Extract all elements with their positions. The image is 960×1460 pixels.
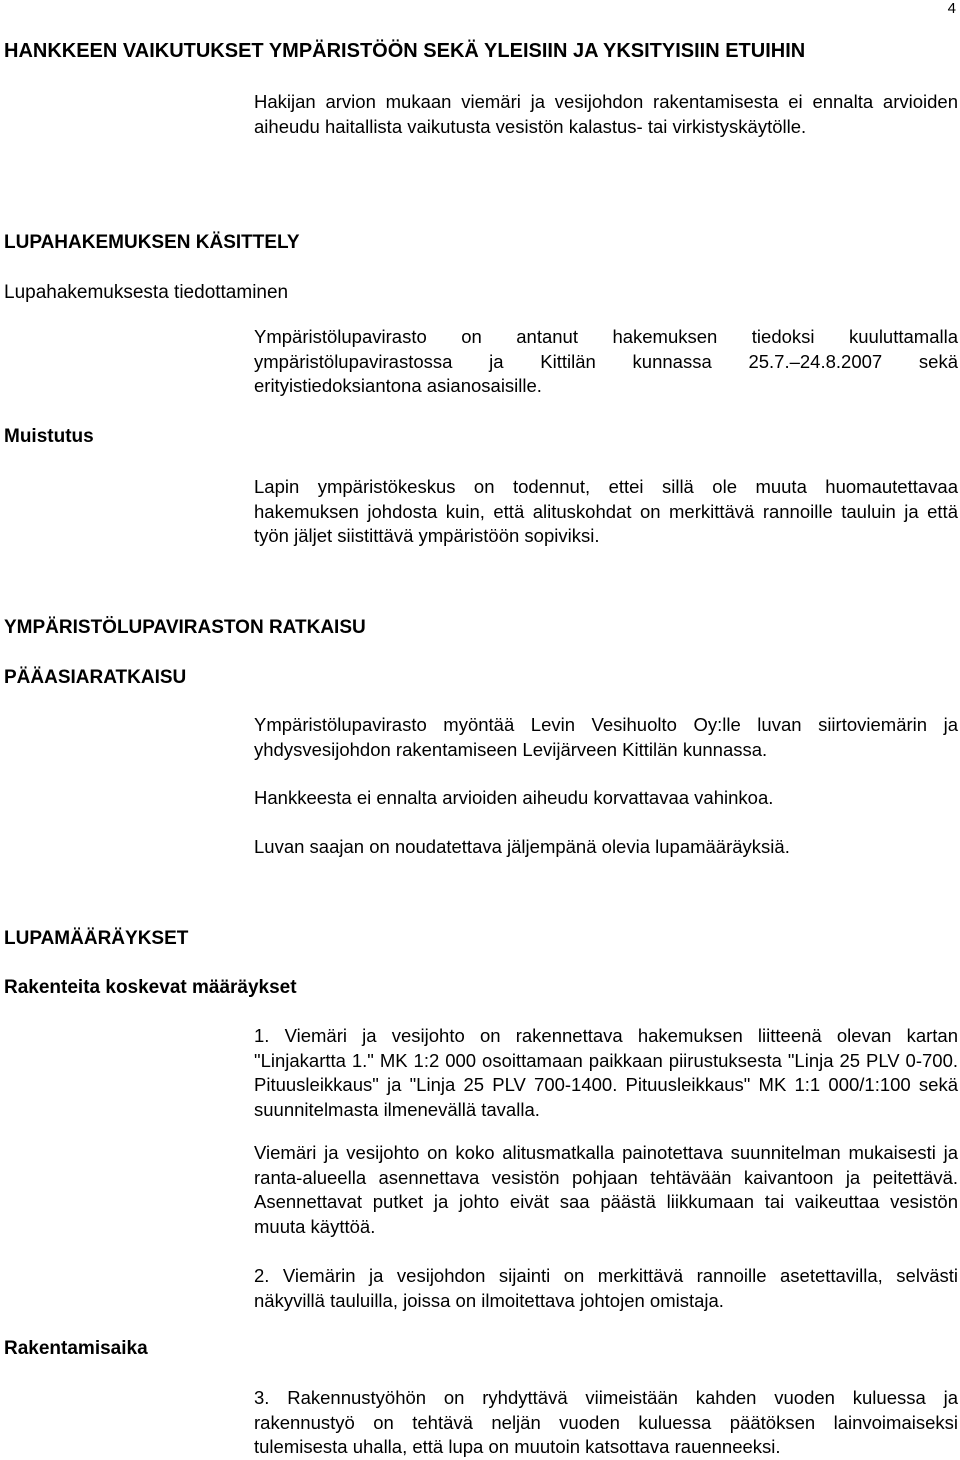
paragraph-decision-1: Ympäristölupavirasto myöntää Levin Vesihuolto Oy:lle luvan siirtoviemärin ja yhdysvesijohdon rakentamiseen Levijärveen Kittilän kunnassa.: [254, 714, 958, 760]
subheading-notice: Lupahakemuksesta tiedottaminen: [4, 282, 289, 303]
page-number: 4: [947, 0, 956, 17]
side-label-construction-time: Rakentamisaika: [4, 1338, 148, 1359]
subheading-main-decision: PÄÄASIARATKAISU: [4, 667, 187, 688]
paragraph-condition-3: 3. Rakennustyöhön on ryhdyttävä viimeistään kahden vuoden kuluessa ja rakennustyö on tehtävä neljän vuoden kuluessa päätöksen lainvoimaiseksi tulemisesta uhalla, että lupa on muutoin katsottava rauenneeksi.: [254, 1387, 958, 1457]
paragraph-condition-2: 2. Viemärin ja vesijohdon sijainti on merkittävä rannoille asetettavilla, selvästi näkyvillä tauluilla, joissa on ilmoitettava johtojen omistaja.: [254, 1265, 958, 1311]
side-label-comment: Muistutus: [4, 426, 94, 447]
heading-conditions: LUPAMÄÄRÄYKSET: [4, 928, 189, 949]
heading-decision: YMPÄRISTÖLUPAVIRASTON RATKAISU: [4, 617, 366, 638]
paragraph-condition-1: 1. Viemäri ja vesijohto on rakennettava hakemuksen liitteenä olevan kartan "Linjakartta 1." MK 1:2 000 osoittamaan paikkaan piirustuksesta "Linja 25 PLV 0-700. Pituusleikkaus" ja "Linja 25 PLV 700-1400. Pituusleikkaus" MK 1:1 000/1:100 sekä suunnitelmasta ilmenevällä tavalla.: [254, 1025, 958, 1120]
paragraph-decision-3: Luvan saajan on noudatettava jäljempänä olevia lupamääräyksiä.: [254, 836, 790, 857]
paragraph-effects: Hakijan arvion mukaan viemäri ja vesijohdon rakentamisesta ei ennalta arvioiden aiheudu haitallista vaikutusta vesistön kalastus- tai virkistyskäytölle.: [254, 91, 958, 137]
heading-processing: LUPAHAKEMUKSEN KÄSITTELY: [4, 232, 300, 253]
paragraph-decision-2: Hankkeesta ei ennalta arvioiden aiheudu korvattavaa vahinkoa.: [254, 787, 774, 808]
paragraph-comment: Lapin ympäristökeskus on todennut, ettei sillä ole muuta huomautettavaa hakemuksen johdosta kuin, että alituskohdat on merkittävä rannoille tauluin ja että työn jäljet siistittävä ympäristöön sopiviksi.: [254, 476, 958, 546]
heading-effects: HANKKEEN VAIKUTUKSET YMPÄRISTÖÖN SEKÄ YLEISIIN JA YKSITYISIIN ETUIHIN: [4, 40, 806, 62]
paragraph-notice: Ympäristölupavirasto on antanut hakemuksen tiedoksi kuuluttamalla ympäristölupavirastossa ja Kittilän kunnassa 25.7.–24.8.2007 sekä erityistiedoksiantona asianosaisille.: [254, 326, 958, 396]
subheading-structures: Rakenteita koskevat määräykset: [4, 977, 297, 998]
paragraph-condition-weighting: Viemäri ja vesijohto on koko alitusmatkalla painotettava suunnitelman mukaisesti ja ranta-alueella asennettava vesistön pohjaan tehtävään kaivantoon ja peitettävä. Asennettavat putket ja johto eivät saa päästä liikkumaan tai vaikeuttaa vesistön muuta käyttöä.: [254, 1142, 958, 1237]
